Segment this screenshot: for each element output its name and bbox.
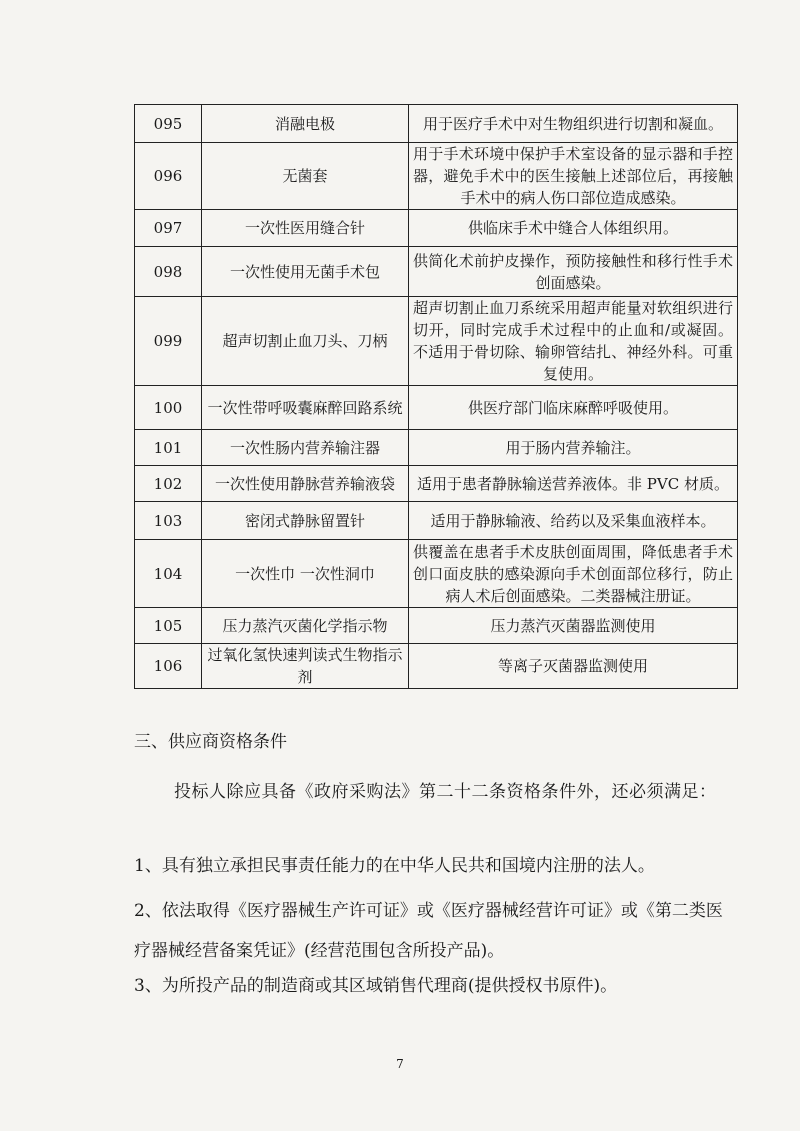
- item-name: 一次性使用无菌手术包: [202, 247, 409, 297]
- table-row: [135, 466, 738, 502]
- table-row: [135, 540, 738, 608]
- item-number: 098: [135, 247, 202, 297]
- item-use: 等离子灭菌器监测使用: [409, 644, 738, 689]
- table-row: [135, 143, 738, 210]
- table-row: [135, 386, 738, 430]
- item-use: 用于手术环境中保护手术室设备的显示器和手控器，避免手术中的医生接触上述部位后，再接触手术中的病人伤口部位造成感染。: [409, 143, 738, 210]
- item-number: 100: [135, 386, 202, 430]
- item-name: 一次性巾 一次性洞巾: [202, 540, 409, 608]
- item-number: 095: [135, 105, 202, 143]
- section-title: 三、供应商资格条件: [134, 732, 287, 752]
- table-row: [135, 210, 738, 247]
- item-use: 供覆盖在患者手术皮肤创面周围，降低患者手术创口面皮肤的感染源向手术创面部位移行，防止病人术后创面感染。二类器械注册证。: [409, 540, 738, 608]
- item-use: 供临床手术中缝合人体组织用。: [409, 210, 738, 247]
- item-name: 一次性医用缝合针: [202, 210, 409, 247]
- item-number: 104: [135, 540, 202, 608]
- table-row: [135, 247, 738, 297]
- item-number: 106: [135, 644, 202, 689]
- item-name: 消融电极: [202, 105, 409, 143]
- item-number: 105: [135, 608, 202, 644]
- qualification-intro: 投标人除应具备《政府采购法》第二十二条资格条件外，还必须满足：: [174, 782, 717, 802]
- table-row: [135, 644, 738, 689]
- item-use: 供医疗部门临床麻醉呼吸使用。: [409, 386, 738, 430]
- table-row: [135, 502, 738, 540]
- requirement-1: 1、具有独立承担民事责任能力的在中华人民共和国境内注册的法人。: [134, 856, 655, 876]
- item-use: 超声切割止血刀系统采用超声能量对软组织进行切开，同时完成手术过程中的止血和/或凝固。不适用于骨切除、输卵管结扎、神经外科。可重复使用。: [409, 297, 738, 386]
- item-name: 一次性肠内营养输注器: [202, 430, 409, 466]
- item-name: 压力蒸汽灭菌化学指示物: [202, 608, 409, 644]
- item-use: 适用于静脉输液、给药以及采集血液样本。: [409, 502, 738, 540]
- item-name: 密闭式静脉留置针: [202, 502, 409, 540]
- item-name: 一次性使用静脉营养输液袋: [202, 466, 409, 502]
- item-use: 用于肠内营养输注。: [409, 430, 738, 466]
- item-name: 一次性带呼吸囊麻醉回路系统: [202, 386, 409, 430]
- table-row: [135, 105, 738, 143]
- item-number: 103: [135, 502, 202, 540]
- requirement-2: 2、依法取得《医疗器械生产许可证》或《医疗器械经营许可证》或《第二类医疗器械经营备案凭证》(经营范围包含所投产品)。: [134, 901, 723, 961]
- item-number: 101: [135, 430, 202, 466]
- item-use: 供简化术前护皮操作，预防接触性和移行性手术创面感染。: [409, 247, 738, 297]
- product-table: [134, 104, 738, 689]
- item-name: 过氧化氢快速判读式生物指示剂: [202, 644, 409, 689]
- item-use: 压力蒸汽灭菌器监测使用: [409, 608, 738, 644]
- item-use: 适用于患者静脉输送营养液体。非 PVC 材质。: [409, 466, 738, 502]
- page-number: 7: [396, 1057, 404, 1071]
- requirement-3: 3、为所投产品的制造商或其区域销售代理商(提供授权书原件)。: [134, 976, 618, 996]
- item-number: 097: [135, 210, 202, 247]
- item-use: 用于医疗手术中对生物组织进行切割和凝血。: [409, 105, 738, 143]
- item-number: 102: [135, 466, 202, 502]
- item-name: 无菌套: [202, 143, 409, 210]
- table-row: [135, 608, 738, 644]
- item-number: 099: [135, 297, 202, 386]
- table-row: [135, 297, 738, 386]
- table-row: [135, 430, 738, 466]
- item-number: 096: [135, 143, 202, 210]
- item-name: 超声切割止血刀头、刀柄: [202, 297, 409, 386]
